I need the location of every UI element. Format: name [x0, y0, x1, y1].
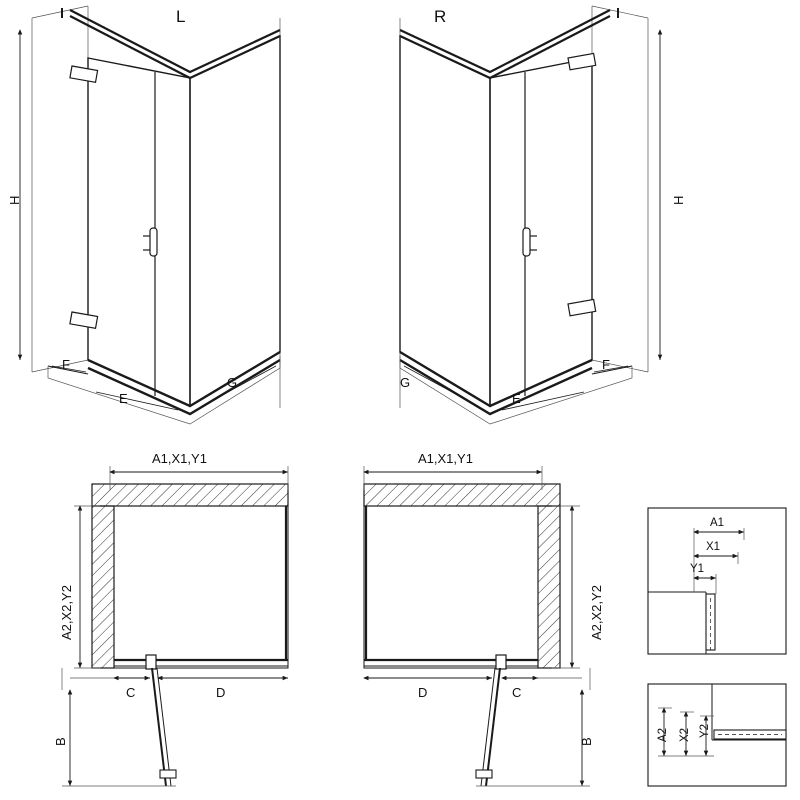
label-detail-x1: X1 — [706, 541, 721, 553]
label-iso-left-f: F — [62, 357, 70, 372]
label-plan-right-side-dim: A2,X2,Y2 — [589, 585, 604, 640]
label-iso-right-g: G — [400, 375, 411, 390]
label-plan-left-c: C — [126, 685, 136, 700]
plan-view-left — [59, 466, 288, 786]
iso-view-right — [400, 6, 660, 424]
label-detail-a2: A2 — [657, 727, 669, 742]
plan-view-right — [364, 466, 590, 786]
label-iso-right-e: E — [512, 391, 521, 406]
label-iso-left-g: G — [227, 375, 238, 390]
label-iso-right-f: F — [602, 357, 610, 372]
label-plan-right-d: D — [418, 685, 428, 700]
label-iso-left-height: H — [7, 195, 22, 205]
label-iso-left-e: E — [119, 391, 128, 406]
label-plan-right-top-dim: A1,X1,Y1 — [418, 451, 473, 466]
label-detail-x2: X2 — [679, 727, 691, 742]
detail-top-box — [648, 508, 786, 654]
label-view-right-name: R — [434, 7, 447, 26]
label-plan-right-b: B — [579, 737, 594, 746]
label-detail-y2: Y2 — [699, 723, 711, 738]
label-plan-left-side-dim: A2,X2,Y2 — [59, 585, 74, 640]
label-iso-right-height: H — [671, 195, 686, 205]
label-plan-left-b: B — [53, 737, 68, 746]
label-plan-left-top-dim: A1,X1,Y1 — [152, 451, 207, 466]
label-plan-right-c: C — [512, 685, 522, 700]
label-detail-a1: A1 — [710, 517, 725, 529]
label-view-left-name: L — [176, 7, 186, 26]
label-plan-left-d: D — [216, 685, 226, 700]
iso-view-left — [20, 6, 280, 424]
label-detail-y1: Y1 — [690, 563, 705, 575]
